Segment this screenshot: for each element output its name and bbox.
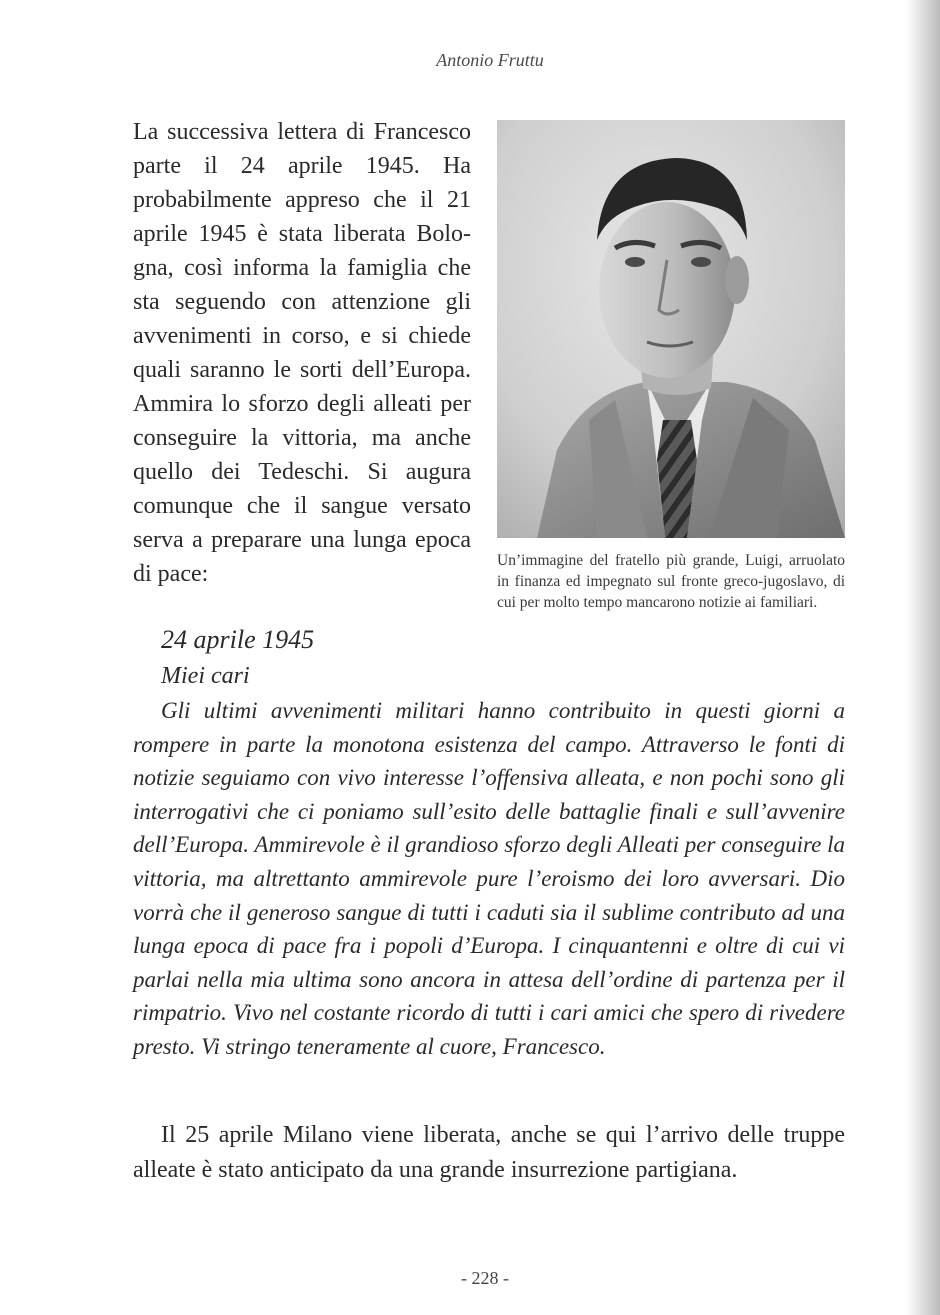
letter-block [133,622,845,1064]
running-header: Antonio Fruttu [436,50,544,70]
letter-body: Gli ultimi avvenimenti militari hanno contribuito in questi giorni a rompere in parte la monotona esistenza del campo. Attraverso le fonti di notizie seguiamo con vivo interesse l’offensiva alleata, e non pochi sono gli interrogativi che ci poniamo sull’esito delle battaglie finali e sull’avvenire dell’Europa. Ammirevole è il grandioso sforzo degli Alleati per conseguire la vittoria, ma altrettanto ammirevole pure l’eroismo dei loro avversari. Dio vorrà che il generoso sangue di tutti i caduti sia il sublime contributo ad una lunga epoca di pace fra i popoli d’Europa. I cinquantenni e oltre di cui vi parlai nella mia ultima sono ancora in attesa dell’ordine di partenza per il rimpatrio. Vivo nel costante ricordo di tutti i cari amici che spero di rivedere presto. Vi stringo teneramente al cuore, Francesco. [133,698,845,1059]
page-number: - 228 - [461,1268,509,1288]
intro-paragraph: La successiva lettera di Francesco parte il 24 aprile 1945. Ha probabilmente appreso che il 21 aprile 1945 è stata liberata Bologna, così informa la famiglia che sta seguendo con attenzione gli avvenimenti in corso, e si chiede quali saranno le sorti dell’Europa. Ammira lo sforzo degli alleati per conseguire la vittoria, ma anche quello dei Tedeschi. Si augura comunque che il sangue versato serva a preparare una lunga epoca di pace: [133,119,471,587]
portrait-figure [497,120,845,613]
letter-salutation: Miei cari [161,663,250,689]
portrait-photo [497,120,845,538]
letter-date: 24 aprile 1945 [161,625,315,654]
closing-paragraph: Il 25 aprile Milano viene liberata, anche se qui l’arrivo delle truppe alleate è stato anticipato da una grande insurrezione partigiana. [133,1122,845,1183]
photo-caption: Un’immagine del fratello più grande, Luigi, arruolato in finanza ed impegnato sul fronte greco-jugoslavo, di cui per molto tempo mancarono notizie ai familiari. [497,552,845,611]
page-spine-shadow [906,0,940,1315]
